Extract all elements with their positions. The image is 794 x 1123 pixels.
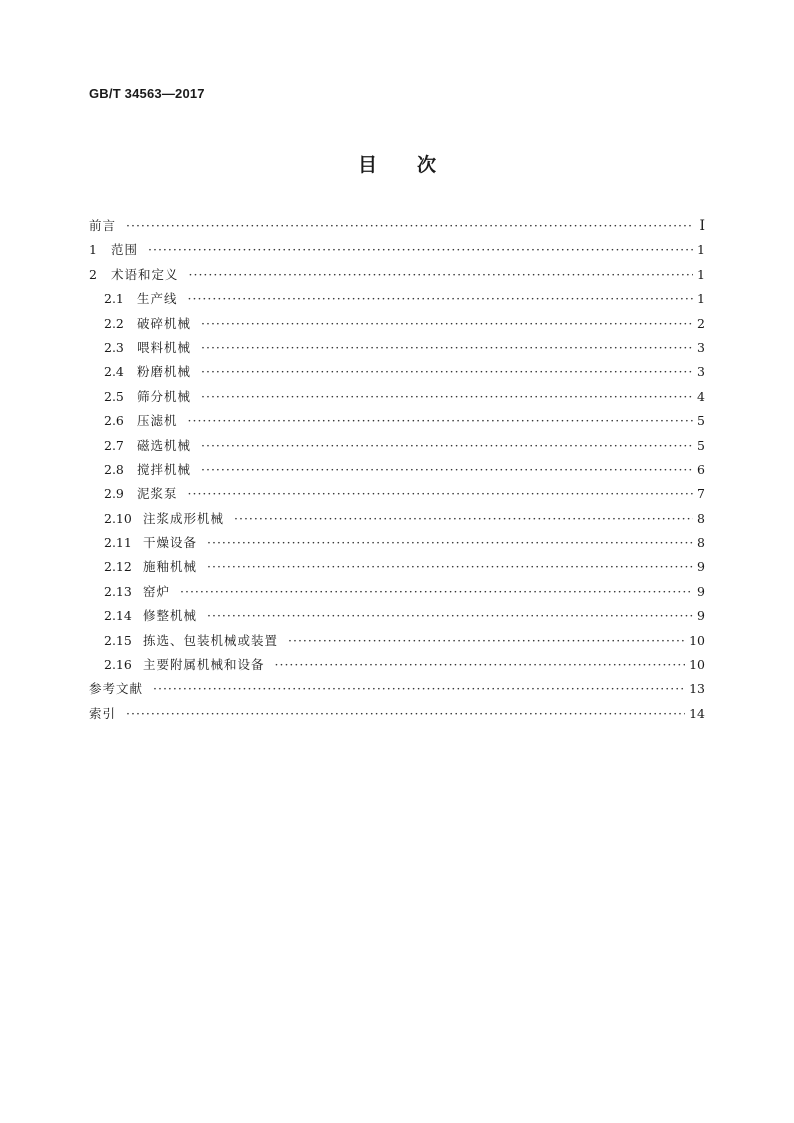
toc-entry-number: 2.9 [104,486,124,502]
toc-entry[interactable] [89,580,705,604]
toc-dot-leader [207,531,693,555]
toc-dot-leader [188,409,693,433]
toc-entry-number: 2.5 [104,388,124,404]
toc-entry-page: 3 [697,364,705,380]
toc-entry-label: 泥浆泵 [137,486,178,502]
toc-dot-leader [148,238,693,262]
toc-entry[interactable] [89,653,705,677]
toc-entry-page: 5 [697,437,705,453]
toc-dot-leader [201,312,693,336]
toc-entry-label: 破碎机械 [137,315,192,331]
toc-entry-page: 10 [689,657,705,673]
toc-entry[interactable] [89,482,705,506]
toc-entry-number: 2 [89,266,97,282]
toc-entry-page: 10 [689,632,705,648]
toc-dot-leader [201,336,693,360]
standard-code: GB/T 34563—2017 [89,86,205,101]
toc-entry-label: 搅拌机械 [137,461,192,477]
toc-entry-page: 2 [697,315,705,331]
toc-entry-number: 2.13 [104,583,132,599]
toc-entry[interactable] [89,238,705,262]
toc-entry-page: 8 [697,535,705,551]
toc-entry-page: 8 [697,510,705,526]
toc-entry-label: 窑炉 [143,583,171,599]
toc-entry-page: 1 [697,242,705,258]
toc-entry-page: 9 [697,608,705,624]
toc-entry-label: 注浆成形机械 [143,510,225,526]
toc-entry[interactable] [89,507,705,531]
toc-entry-label: 粉磨机械 [137,364,192,380]
toc-entry-number: 2.11 [104,535,132,551]
toc-dot-leader [201,385,693,409]
toc-dot-leader [188,482,693,506]
toc-dot-leader [188,287,693,311]
toc-entry-number: 2.6 [104,413,124,429]
toc-entry-number: 2.12 [104,559,132,575]
toc-entry-page: 9 [697,583,705,599]
toc-dot-leader [201,458,693,482]
toc-entry-label: 参考文献 [89,681,144,697]
toc-entry-label: 压滤机 [137,413,178,429]
toc-entry-number: 2.3 [104,339,124,355]
toc-entry-page: 1 [697,266,705,282]
toc-entry[interactable] [89,214,705,238]
toc-dot-leader [234,507,693,531]
toc-entry-page: 14 [689,705,705,721]
toc-entry-number: 2.14 [104,608,132,624]
toc-entry[interactable] [89,531,705,555]
toc-entry[interactable] [89,287,705,311]
toc-dot-leader [126,214,693,238]
toc-entry-number: 1 [89,242,97,258]
toc-entry-number: 2.1 [104,291,124,307]
toc-entry[interactable] [89,604,705,628]
toc-entry-number: 2.16 [104,657,132,673]
toc-entry[interactable] [89,677,705,701]
toc-entry-label: 筛分机械 [137,388,192,404]
toc-entry-label: 喂料机械 [137,339,192,355]
toc-entry-page: 9 [697,559,705,575]
toc-entry-number: 2.10 [104,510,132,526]
toc-entry-page: 3 [697,339,705,355]
toc-dot-leader [189,263,693,287]
toc-entry-label: 范围 [111,242,139,258]
toc-entry-number: 2.4 [104,364,124,380]
toc-entry[interactable] [89,263,705,287]
table-of-contents [89,214,705,726]
toc-entry[interactable] [89,312,705,336]
toc-entry-label: 主要附属机械和设备 [143,657,265,673]
toc-dot-leader [153,677,685,701]
toc-entry-page: 6 [697,461,705,477]
toc-entry-page: 1 [697,291,705,307]
toc-dot-leader [275,653,686,677]
toc-entry-label: 磁选机械 [137,437,192,453]
toc-dot-leader [207,604,693,628]
toc-entry[interactable] [89,336,705,360]
toc-entry[interactable] [89,629,705,653]
page-title: 目次 [357,154,476,176]
toc-entry-number: 2.2 [104,315,124,331]
toc-entry-page: 7 [697,486,705,502]
toc-entry-page: 13 [689,681,705,697]
toc-entry-number: 2.8 [104,461,124,477]
toc-entry-page: 5 [697,413,705,429]
toc-dot-leader [201,360,693,384]
toc-entry-page: 4 [697,388,705,404]
toc-entry-label: 生产线 [137,291,178,307]
toc-entry-label: 拣选、包装机械或装置 [143,632,279,648]
toc-entry-number: 2.7 [104,437,124,453]
toc-entry-label: 施釉机械 [143,559,198,575]
toc-entry-number: 2.15 [104,632,132,648]
toc-entry[interactable] [89,385,705,409]
toc-entry-label: 索引 [89,705,117,721]
toc-dot-leader [207,555,693,579]
toc-entry-label: 术语和定义 [111,266,179,282]
toc-dot-leader [180,580,693,604]
toc-entry[interactable] [89,555,705,579]
toc-dot-leader [201,434,693,458]
toc-dot-leader [126,702,685,726]
toc-entry-label: 前言 [89,218,117,233]
toc-entry[interactable] [89,409,705,433]
toc-entry[interactable] [89,360,705,384]
toc-entry[interactable] [89,702,705,726]
toc-entry-label: 干燥设备 [143,535,198,551]
toc-entry-label: 修整机械 [143,608,198,624]
toc-dot-leader [288,629,685,653]
toc-entry[interactable] [89,434,705,458]
toc-entry[interactable] [89,458,705,482]
toc-entry-page: Ⅰ [699,218,705,234]
